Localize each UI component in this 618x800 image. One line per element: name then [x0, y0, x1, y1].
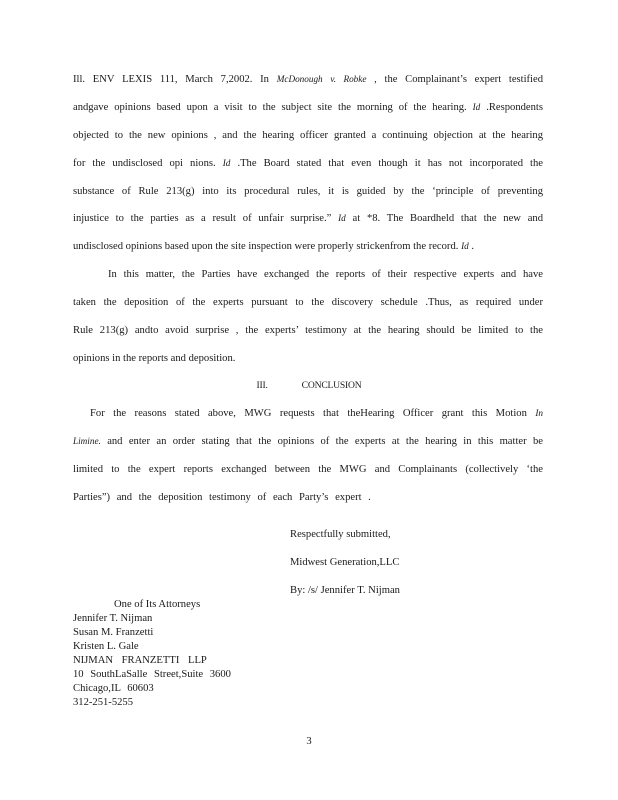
p3-line-2: [73, 435, 543, 448]
p2-line-4: [73, 352, 543, 365]
text-span: for the undisclosed opi nions.: [73, 158, 216, 169]
text-span: andgave opinions based upon a visit to the subject site the morning of the hearing.: [73, 102, 467, 113]
text-span: taken the deposition of the experts pursuant to the discovery schedule .Thus, as required under: [73, 297, 543, 308]
closing-text: Respectfully submitted,: [290, 529, 391, 540]
case-name-italic: v. Robke: [330, 74, 367, 84]
text-span: .: [471, 241, 475, 252]
p2-line-2: [73, 296, 543, 309]
text-span: Parties”) and the deposition testimony of each Party’s expert .: [73, 492, 371, 503]
text-span: .Respondents: [486, 102, 543, 113]
citation-italic: Id: [222, 158, 231, 168]
p3-line-4: [73, 491, 543, 504]
page-number: 3: [306, 736, 312, 747]
text-span: at *8. The Boardheld that the new and: [352, 213, 544, 224]
text-span: Rule 213(g) andto avoid surprise , the experts’ testimony at the hearing should be limited to the: [73, 325, 543, 336]
p2-line-3: [73, 324, 543, 337]
p1-line-1: [73, 73, 543, 86]
section-heading: [0, 380, 618, 391]
p1-line-2: [73, 101, 543, 114]
text-span: In this matter, the Parties have exchanged the reports of their respective experts and have: [108, 269, 543, 280]
text-span: injustice to the parties as a result of unfair surprise.”: [73, 213, 332, 224]
p1-line-3: [73, 129, 543, 142]
text-span: Ill. ENV LEXIS 111, March 7,2002. In: [73, 74, 269, 85]
firm-name: NIJMAN FRANZETTI LLP: [73, 655, 207, 666]
text-span: and enter an order stating that the opinions of the experts at the hearing in this matter be: [107, 436, 543, 447]
text-span: .The Board stated that even though it has not incorporated the: [237, 158, 543, 169]
attorney-role: One of Its Attorneys: [114, 599, 201, 610]
text-span: For the reasons stated above, MWG requests that theHearing Officer grant this Motion: [90, 408, 527, 419]
case-name-italic: McDonough: [276, 74, 323, 84]
motion-italic: In: [535, 408, 543, 418]
attorney-name: Jennifer T. Nijman: [73, 613, 153, 624]
citation-italic: Id: [338, 213, 346, 223]
p3-line-3: [73, 463, 543, 476]
p1-line-5: [73, 185, 543, 198]
heading-title: CONCLUSION: [301, 380, 362, 391]
p1-line-7: [73, 240, 533, 253]
company-name: Midwest Generation,LLC: [290, 557, 400, 568]
text-span: limited to the expert reports exchanged between the MWG and Complainants (collectively ‘the: [73, 464, 543, 475]
text-span: objected to the new opinions , and the hearing officer granted a continuing objection at the hearing: [73, 130, 543, 141]
city-address: Chicago,IL 60603: [73, 683, 154, 694]
attorney-name: Susan M. Franzetti: [73, 627, 154, 638]
citation-italic: Id: [472, 102, 481, 112]
attorney-name: Kristen L. Gale: [73, 641, 139, 652]
text-span: undisclosed opinions based upon the site inspection were properly strickenfrom the record.: [73, 241, 459, 252]
p2-line-1: [108, 268, 543, 281]
p3-line-1: [90, 407, 543, 420]
phone-number: 312-251-5255: [73, 697, 134, 708]
citation-italic: Id: [461, 241, 469, 251]
text-span: opinions in the reports and deposition.: [73, 353, 236, 364]
heading-number: III.: [256, 380, 268, 391]
signature-line: By: /s/ Jennifer T. Nijman: [290, 585, 400, 596]
p1-line-6: [73, 212, 543, 225]
street-address: 10 SouthLaSalle Street,Suite 3600: [73, 669, 231, 680]
text-span: , the Complainant’s expert testified: [374, 74, 543, 85]
p1-line-4: [73, 157, 543, 170]
motion-italic: Limine.: [73, 436, 101, 446]
text-span: substance of Rule 213(g) into its procedural rules, it is guided by the ‘principle of preventing: [73, 186, 543, 197]
